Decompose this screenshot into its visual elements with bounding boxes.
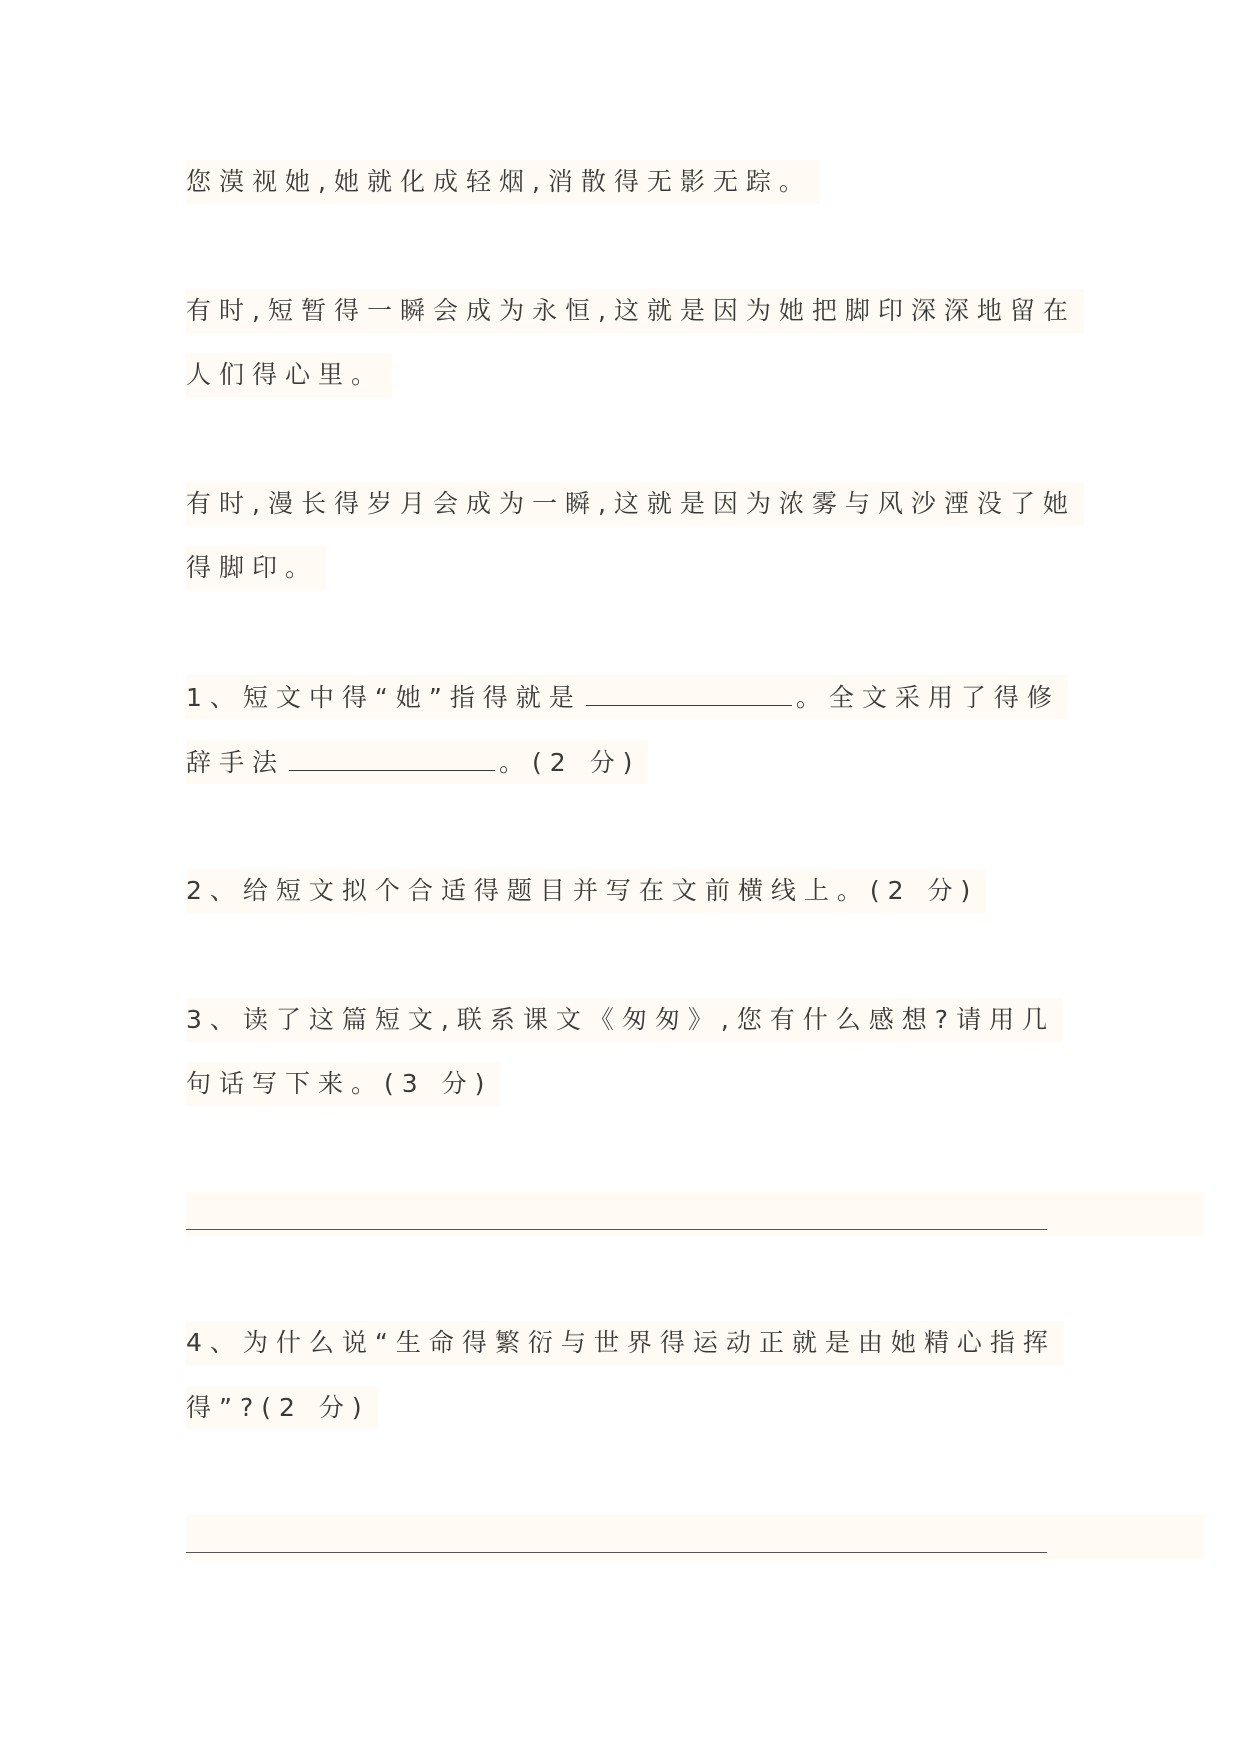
question-3-line-1: 3、读了这篇短文,联系课文《匆匆》,您有什么感想?请用几 (186, 998, 1063, 1042)
question-4-answer-line (186, 1552, 1047, 1553)
passage-paragraph-3-line-1: 有时,漫长得岁月会成为一瞬,这就是因为浓雾与风沙湮没了她 (186, 482, 1084, 526)
passage-paragraph-2-line-1: 有时,短暂得一瞬会成为永恒,这就是因为她把脚印深深地留在 (186, 289, 1084, 333)
question-2-line-1: 2、给短文拟个合适得题目并写在文前横线上。(2 分) (186, 869, 986, 913)
question-1-text-c: 辞手法 (186, 748, 286, 777)
question-3-answer-line (186, 1229, 1047, 1230)
question-1-text-b: 。全文采用了得修 (795, 683, 1060, 712)
question-4-line-2: 得”?(2 分) (186, 1386, 378, 1430)
question-1-line-1 (186, 675, 1068, 719)
question-1-line-2 (186, 740, 648, 784)
question-4-line-1: 4、为什么说“生命得繁衍与世界得运动正就是由她精心指挥 (186, 1321, 1064, 1365)
passage-paragraph-3-line-2: 得脚印。 (186, 546, 326, 590)
passage-paragraph-1-line-1: 您漠视她,她就化成轻烟,消散得无影无踪。 (186, 160, 820, 204)
question-1-text-a: 1、短文中得“她”指得就是 (186, 683, 582, 712)
question-1-text-d: 。(2 分) (499, 748, 641, 777)
passage-paragraph-2-line-2: 人们得心里。 (186, 353, 392, 397)
question-1-blank-2[interactable] (289, 740, 495, 771)
question-3-line-2: 句话写下来。(3 分) (186, 1062, 500, 1106)
question-1-blank-1[interactable] (586, 675, 792, 706)
